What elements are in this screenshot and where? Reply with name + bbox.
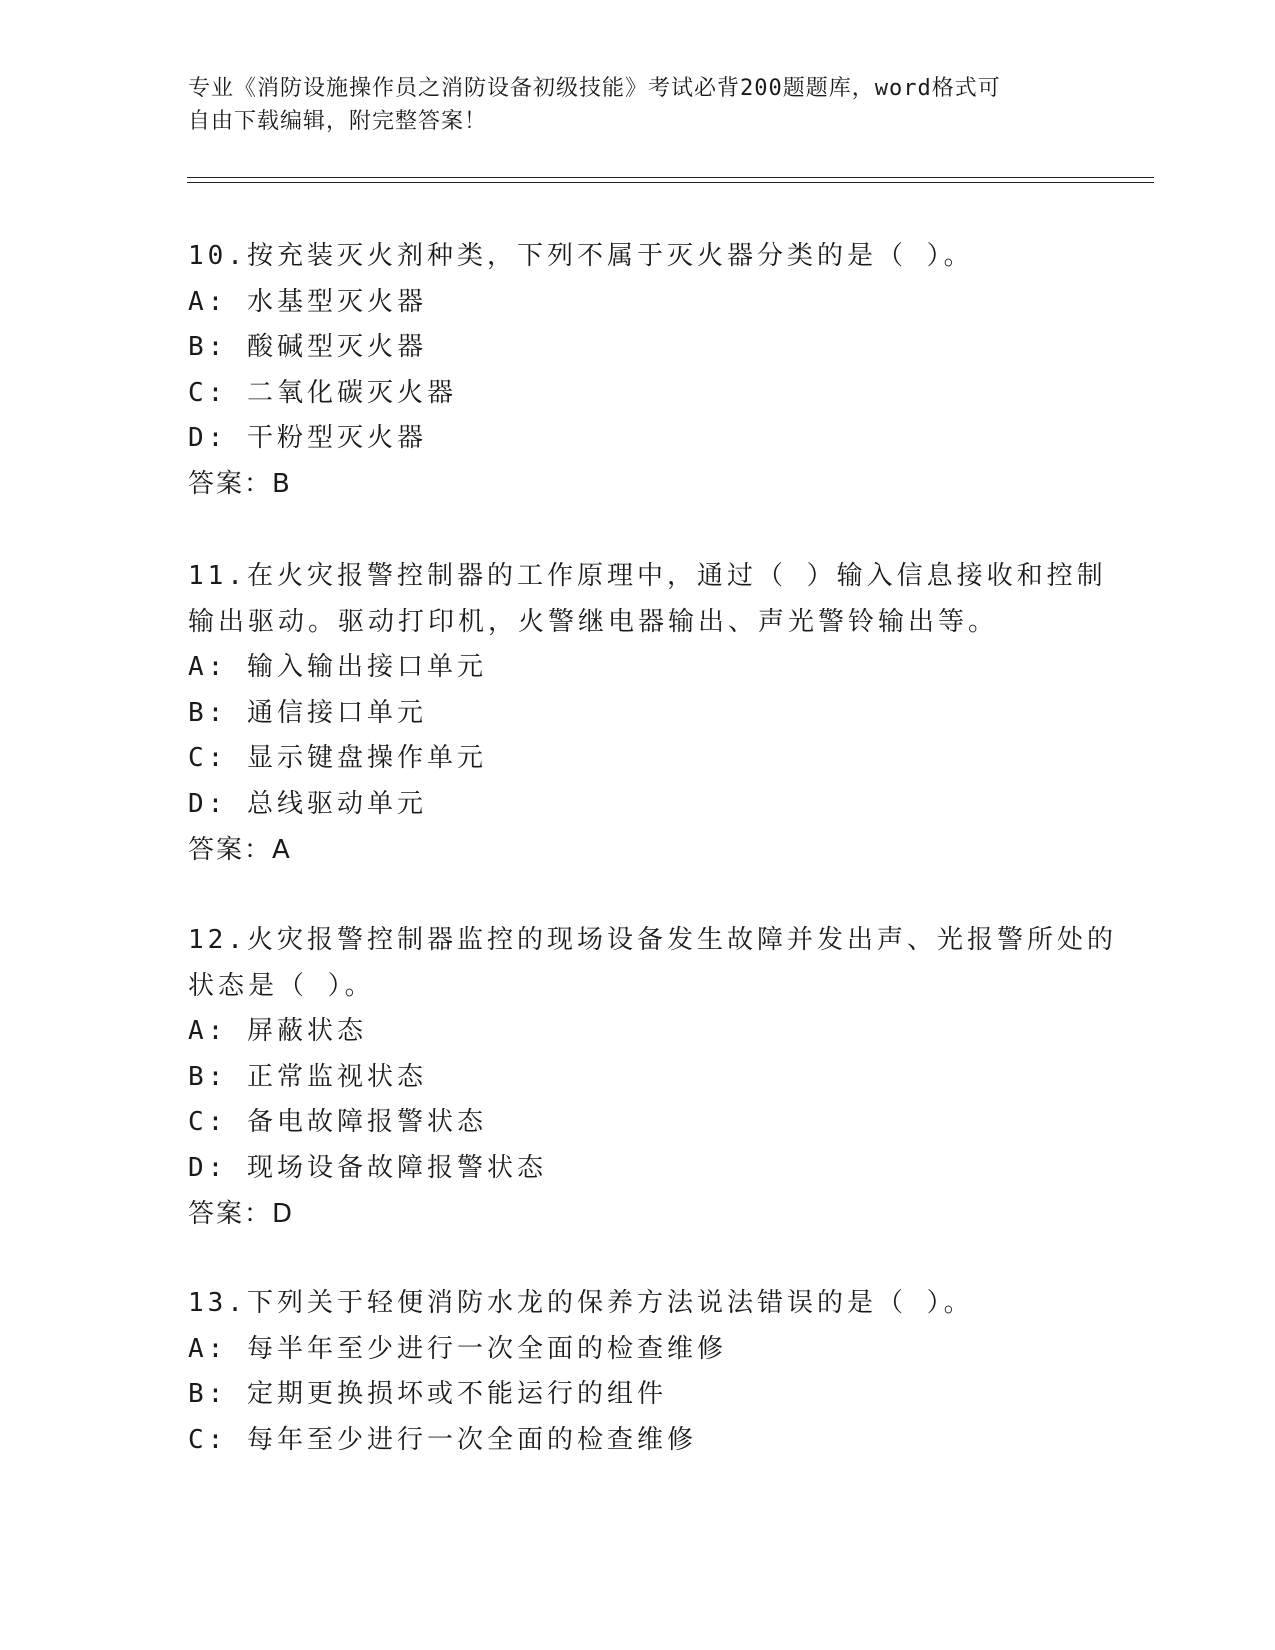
question-text-continued: 输出驱动。驱动打印机，火警继电器输出、声光警铃输出等。 [188, 606, 999, 637]
option-b: B: 酸碱型灭火器 [188, 332, 427, 363]
header-divider-top [187, 177, 1154, 178]
option-a: A: 每半年至少进行一次全面的检查维修 [188, 1333, 727, 1364]
option-c: C: 二氧化碳灭火器 [188, 377, 457, 408]
option-d: D: 干粉型灭火器 [188, 423, 427, 454]
header-line-1: 专业《消防设施操作员之消防设备初级技能》考试必背200题题库，word格式可 [188, 76, 1001, 101]
question-10 [188, 234, 1088, 508]
question-text: 12.火灾报警控制器监控的现场设备发生故障并发出声、光报警所处的 [188, 925, 1117, 955]
question-text: 10.按充装灭火剂种类，下列不属于灭火器分类的是（ ）。 [188, 241, 974, 271]
header-divider-bottom [187, 182, 1154, 183]
question-13 [188, 1281, 1088, 1463]
option-c: C: 每年至少进行一次全面的检查维修 [188, 1424, 697, 1455]
question-11 [188, 554, 1107, 873]
option-b: B: 通信接口单元 [188, 697, 427, 728]
question-text: 13.下列关于轻便消防水龙的保养方法说法错误的是（ ）。 [188, 1288, 974, 1318]
option-c: C: 备电故障报警状态 [188, 1107, 487, 1138]
question-12 [188, 918, 1117, 1237]
option-c: C: 显示键盘操作单元 [188, 743, 487, 774]
option-b: B: 正常监视状态 [188, 1061, 427, 1092]
question-text: 11.在火灾报警控制器的工作原理中，通过（ ）输入信息接收和控制 [188, 561, 1107, 591]
answer: 答案：A [188, 834, 292, 865]
option-b: B: 定期更换损坏或不能运行的组件 [188, 1379, 667, 1410]
answer: 答案：D [188, 1198, 295, 1229]
header-line-2: 自由下载编辑，附完整答案！ [188, 109, 488, 134]
document-header [188, 72, 1088, 138]
option-a: A: 水基型灭火器 [188, 286, 427, 317]
option-a: A: 屏蔽状态 [188, 1016, 367, 1047]
option-d: D: 总线驱动单元 [188, 788, 427, 819]
option-d: D: 现场设备故障报警状态 [188, 1152, 547, 1183]
question-text-continued: 状态是（ ）。 [188, 970, 375, 1001]
option-a: A: 输入输出接口单元 [188, 652, 487, 683]
answer: 答案：B [188, 468, 292, 499]
